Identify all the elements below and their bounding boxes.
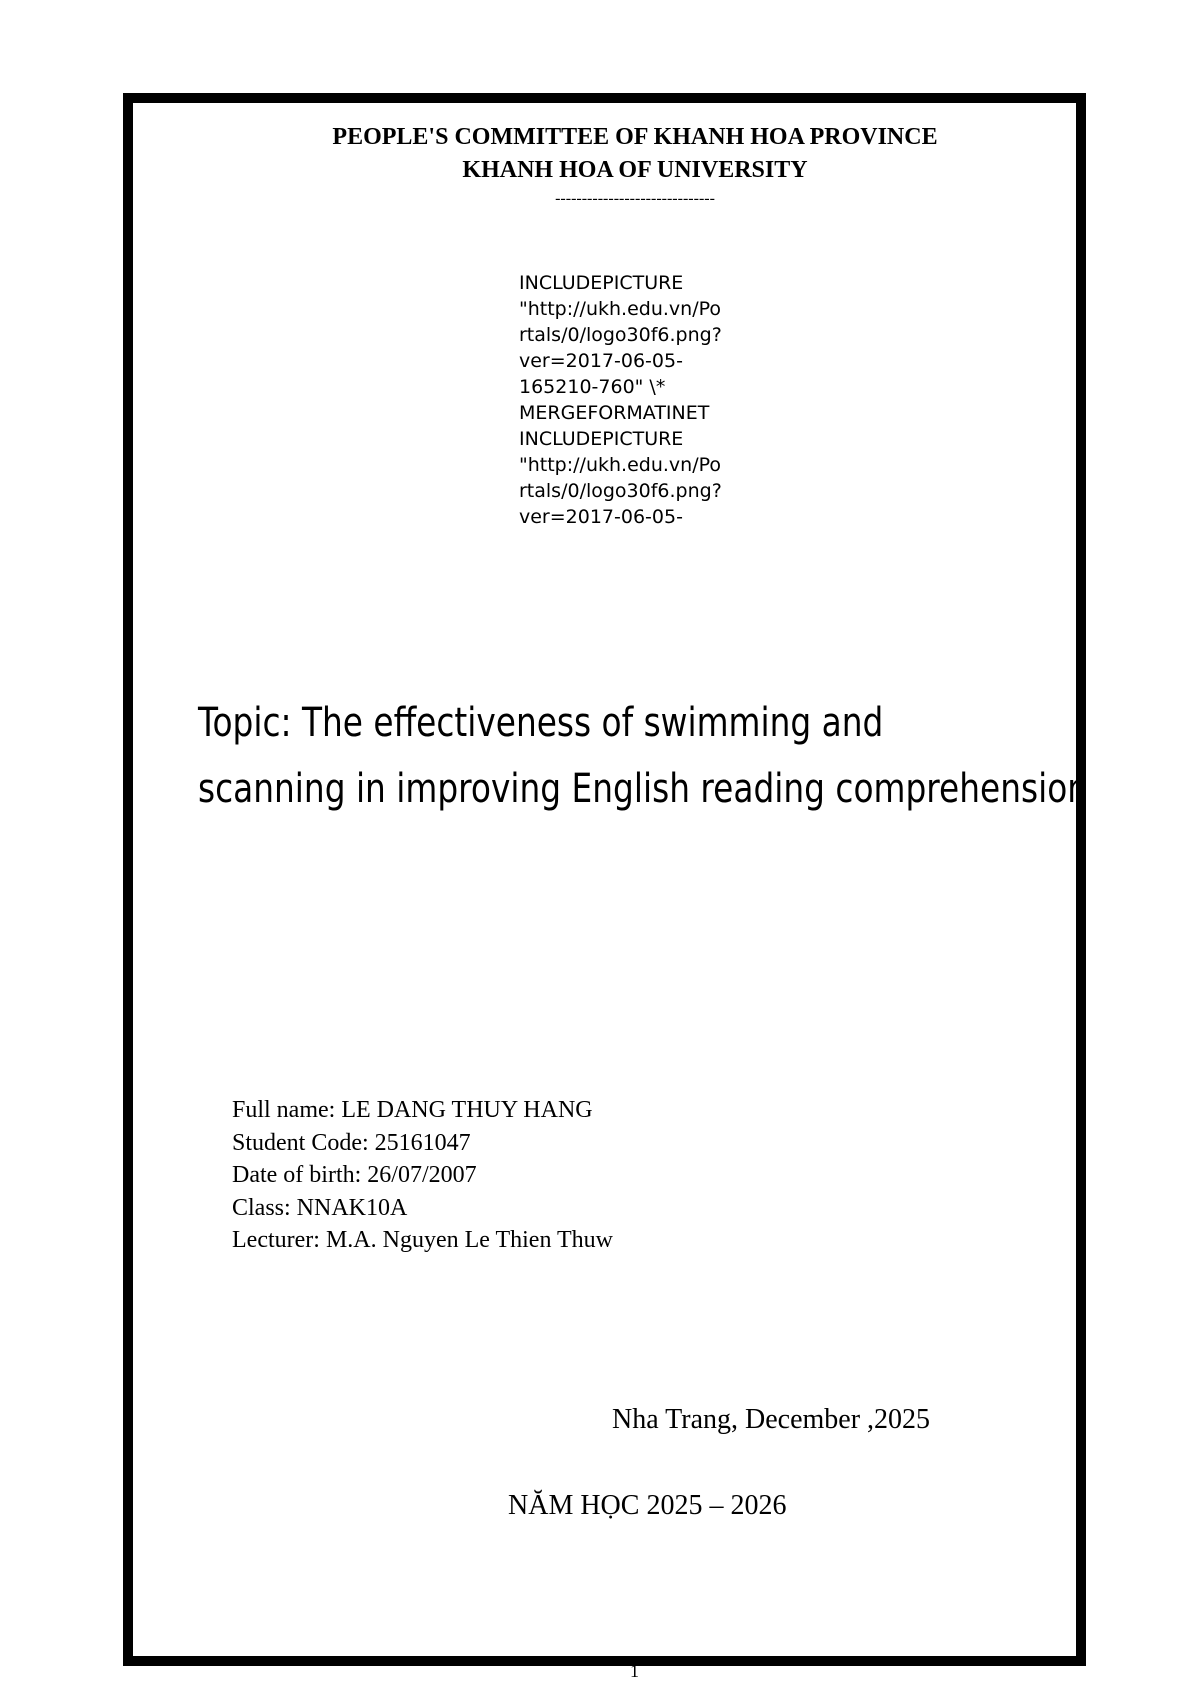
field-code-line: "http://ukh.edu.vn/Po	[519, 454, 721, 476]
field-code-line: 165210-760" \*	[519, 376, 666, 398]
lecturer: Lecturer: M.A. Nguyen Le Thien Thuw	[232, 1227, 614, 1253]
field-code-line: rtals/0/logo30f6.png?	[519, 480, 722, 502]
student-code: Student Code: 25161047	[232, 1129, 471, 1156]
document-header	[133, 121, 1137, 209]
class-name: Class: NNAK10A	[232, 1194, 408, 1221]
student-info	[232, 1094, 613, 1257]
field-code-line: "http://ukh.edu.vn/Po	[519, 298, 721, 320]
topic-line-1: Topic: The effectiveness of swimming and	[198, 700, 884, 746]
university-title: KHANH HOA OF UNIVERSITY	[462, 157, 808, 183]
topic-line-2: scanning in improving English reading comprehension	[198, 766, 1089, 812]
page-number: 1	[630, 1661, 639, 1681]
place-date: Nha Trang, December ,2025	[612, 1404, 931, 1435]
topic-title	[198, 690, 1089, 822]
field-code-line: INCLUDEPICTURE	[519, 428, 684, 450]
school-year: NĂM HỌC 2025 – 2026	[508, 1490, 787, 1521]
date-of-birth: Date of birth: 26/07/2007	[232, 1162, 477, 1188]
logo-field-code	[519, 270, 769, 530]
field-code-line: MERGEFORMATINET	[519, 402, 710, 424]
committee-title: PEOPLE'S COMMITTEE OF KHANH HOA PROVINCE	[332, 124, 938, 150]
field-code-line: ver=2017-06-05-	[519, 506, 683, 528]
field-code-line: INCLUDEPICTURE	[519, 272, 684, 294]
header-divider: ------------------------------	[555, 190, 715, 207]
field-code-line: ver=2017-06-05-	[519, 350, 683, 372]
full-name: Full name: LE DANG THUY HANG	[232, 1097, 593, 1123]
field-code-line: rtals/0/logo30f6.png?	[519, 324, 722, 346]
